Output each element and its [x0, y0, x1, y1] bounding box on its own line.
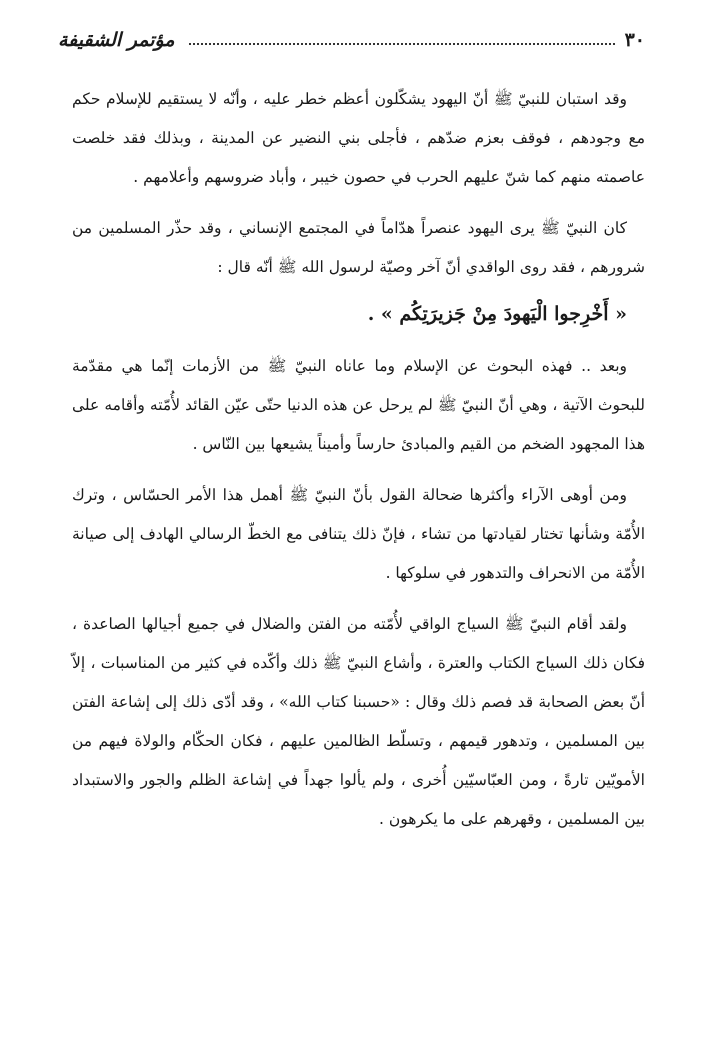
paragraph-2: كان النبيّ ﷺ يرى اليهود عنصراً هدّاماً في المجتمع الإنساني ، وقد حذّر المسلمين من شرورهم ، فقد روى الواقدي أنّ آخر وصيّة لرسول الله ﷺ أنّه قال :	[72, 219, 645, 276]
page-number: ٣٠	[624, 29, 645, 51]
paragraph-5: ولقد أقام النبيّ ﷺ السياج الواقي لأُمّته من الفتن والضلال في جميع أجيالها الصاعدة ، فكان ذلك السياج الكتاب والعترة ، وأشاع النبيّ ﷺ ذلك وأكّده في كثير من المناسبات ، إلاّ أنّ بعض الصحابة قد فصم ذلك وقال : «حسبنا كتاب الله» ، وقد أدّى ذلك إلى إشاعة الفتن بين المسلمين ، وتدهور قيمهم ، وتسلّط الظالمين عليهم ، فكان الحكّام والولاة فيهم من الأمويّين تارةً ، ومن العبّاسيّين أُخرى ، ولم يألوا جهداً في إشاعة الظلم والجور والاستبداد بين المسلمين ، وقهرهم على ما يكرهون .	[72, 615, 645, 828]
page-body	[72, 80, 645, 851]
paragraph-1: وقد استبان للنبيّ ﷺ أنّ اليهود يشكّلون أعظم خطر عليه ، وأنّه لا يستقيم للإسلام حكم مع وجودهم ، فوقف بعزم ضدّهم ، فأجلى بني النضير عن المدينة ، وبذلك فقد خلصت عاصمته منهم كما شنّ عليهم الحرب في حصون خيبر ، وأباد ضروسهم وأعلامهم .	[72, 90, 645, 186]
hadith-quote: « أَخْرِجوا الْيَهودَ مِنْ جَزيرَتِكُم » .	[367, 303, 627, 325]
header-dotted-rule	[189, 43, 615, 45]
book-title: مؤتمر الشقيفة	[58, 29, 175, 51]
paragraph-4: ومن أوهى الآراء وأكثرها ضحالة القول بأنّ النبيّ ﷺ أهمل هذا الأمر الحسّاس ، وترك الأُمّة وشأنها تختار لقيادتها من تشاء ، فإنّ ذلك يتنافى مع الخطّ الرسالي الهادف إلى صيانة الأُمّة من الانحراف والتدهور في سلوكها .	[72, 486, 645, 582]
page-header	[58, 22, 645, 58]
paragraph-3: وبعد .. فهذه البحوث عن الإسلام وما عاناه النبيّ ﷺ من الأزمات إنّما هي مقدّمة للبحوث الآتية ، وهي أنّ النبيّ ﷺ لم يرحل عن هذه الدنيا حتّى عيّن القائد لأُمّته وأقامه على هذا المجهود الضخم من القيم والمبادئ حارساً وأميناً يشيعها بين النّاس .	[72, 357, 645, 453]
